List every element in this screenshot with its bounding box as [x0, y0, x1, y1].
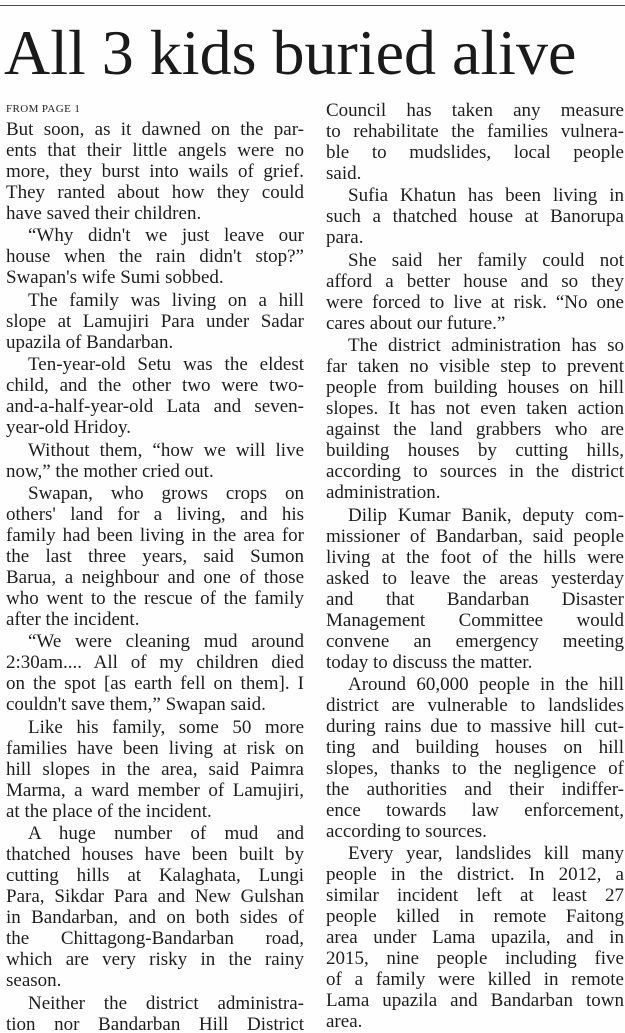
paragraph	[6, 354, 304, 438]
text-line: and that Bandarban Disaster	[326, 588, 624, 610]
text-line: the authorities and their indiffer-	[326, 778, 624, 800]
text-line: Swapan's wife Sumi sobbed.	[6, 267, 224, 289]
text-line: the Chittagong-Bandarban road,	[6, 928, 304, 950]
text-line: according to sources in the district	[326, 461, 624, 483]
text-line: area under Lama upazila, and in	[326, 927, 624, 949]
paragraph	[6, 717, 304, 822]
continued-from-label: FROM PAGE 1	[6, 103, 81, 115]
text-line: She said her family could not	[348, 249, 624, 271]
text-line: far taken no visible step to prevent	[326, 356, 624, 378]
paragraph	[6, 225, 304, 288]
text-line: Management Committee would	[326, 609, 624, 631]
text-line: after the incident.	[6, 608, 140, 630]
text-line: couldn't save them,” Swapan said.	[6, 694, 266, 716]
text-line: families have been living at risk on	[6, 737, 304, 759]
text-line: the last three years, said Sumon	[6, 545, 304, 567]
text-line: Without them, “how we will live	[28, 439, 304, 461]
text-line: today to discuss the matter.	[326, 651, 533, 673]
text-line: child, and the other two were two-	[6, 375, 304, 397]
paragraph	[6, 440, 304, 482]
text-line: The family was living on a hill	[28, 289, 304, 311]
text-line: ble to mudslides, local people	[326, 142, 624, 163]
text-line: and-a-half-year-old Lata and seven-	[6, 396, 304, 418]
text-line: thatched houses have been built by	[6, 844, 304, 866]
text-line: convene an emergency meeting	[326, 630, 624, 652]
headline: All 3 kids buried alive	[4, 17, 577, 88]
text-line: year-old Hridoy.	[6, 417, 132, 439]
paragraph	[326, 100, 624, 184]
text-line: hill slopes in the area, said Paimra	[6, 758, 304, 780]
text-line: Neither the district administra-	[28, 992, 304, 1014]
text-line: ting and building houses on hill	[326, 736, 624, 758]
text-line: Dilip Kumar Banik, deputy com-	[348, 504, 624, 526]
text-line: 2:30am.... All of my children died	[6, 652, 304, 674]
text-line: people in the district. In 2012, a	[326, 864, 624, 886]
text-line: such a thatched house at Banorupa	[326, 206, 624, 228]
text-line: afford a better house and so they	[326, 270, 624, 292]
text-line: Marma, a ward member of Lamujiri,	[6, 779, 304, 801]
text-line: A huge number of mud and	[28, 823, 304, 845]
text-line: missioner of Bandarban, said people	[326, 525, 624, 547]
text-line: Sufia Khatun has been living in	[348, 185, 624, 207]
text-line: administration.	[326, 482, 441, 504]
text-line: Barua, a neighbour and one of those	[6, 566, 304, 588]
text-line: Around 60,000 people in the hill	[348, 673, 624, 695]
paragraph	[326, 505, 624, 673]
text-line: ence towards law enforcement,	[326, 799, 624, 821]
text-line: said.	[326, 163, 362, 184]
top-rule	[0, 5, 625, 6]
text-line: people killed in remote Faitong	[326, 906, 624, 928]
text-line: Like his family, some 50 more	[28, 716, 304, 738]
text-line: Lama upazila and Bandarban town	[326, 990, 624, 1012]
text-line: building houses by cutting hills,	[326, 440, 624, 462]
text-line: who went to the rescue of the family	[6, 587, 304, 609]
text-line: upazila of Bandarban.	[6, 331, 174, 353]
text-line: people from building houses on hill	[326, 377, 624, 399]
paragraph	[326, 335, 624, 503]
text-line: slope at Lamujiri Para under Sadar	[6, 310, 304, 332]
text-line: have saved their children.	[6, 203, 202, 224]
text-line: on the spot [as earth fell on them]. I	[6, 673, 304, 695]
text-line: during rains due to massive hill cut-	[326, 715, 624, 737]
text-line: tion nor Bandarban Hill District	[6, 1013, 304, 1033]
text-line: were forced to live at risk. “No one	[326, 291, 624, 313]
paragraph	[6, 823, 304, 991]
text-line: “Why didn't we just leave our	[28, 225, 304, 247]
text-line: against the land grabbers who are	[326, 419, 624, 441]
text-line: They ranted about how they could	[6, 182, 304, 203]
text-line: which are very risky in the rainy	[6, 949, 304, 971]
paragraph	[6, 290, 304, 353]
text-line: Council has taken any measure	[326, 100, 624, 121]
text-line: slopes. It has not even taken action	[326, 398, 624, 420]
paragraph	[326, 185, 624, 248]
text-line: Every year, landslides kill many	[348, 843, 624, 865]
text-line: Para, Sikdar Para and New Gulshan	[6, 886, 304, 908]
text-line: “We were cleaning mud around	[28, 631, 304, 653]
text-line: asked to leave the areas yesterday	[326, 567, 624, 589]
text-line: in Bandarban, and on both sides of	[6, 907, 304, 929]
text-line: family had been living in the area for	[6, 524, 304, 546]
text-line: house when the rain didn't stop?”	[6, 246, 304, 268]
text-line: cares about our future.”	[326, 312, 506, 334]
paragraph	[326, 674, 624, 842]
text-line: season.	[6, 970, 62, 992]
text-line: at the place of the incident.	[6, 800, 212, 822]
paragraph	[6, 119, 304, 224]
text-line: district are vulnerable to landslides	[326, 694, 624, 716]
paragraph	[326, 250, 624, 334]
text-line: living at the foot of the hills were	[326, 546, 624, 568]
text-line: to rehabilitate the families vulnera-	[326, 121, 624, 142]
text-line: 2015, nine people including five	[326, 948, 624, 970]
text-line: now,” the mother cried out.	[6, 460, 214, 482]
left-column	[6, 100, 304, 1033]
paragraph	[326, 843, 624, 1032]
text-line: similar incident left at least 27	[326, 885, 624, 907]
paragraph	[6, 631, 304, 715]
text-line: But soon, as it dawned on the par-	[6, 119, 304, 140]
text-line: according to sources.	[326, 820, 487, 842]
text-line: ents that their little angels were no	[6, 140, 304, 161]
text-line: slopes, thanks to the negligence of	[326, 757, 624, 779]
paragraph	[6, 993, 304, 1033]
right-column	[326, 100, 624, 1032]
text-line: Swapan, who grows crops on	[28, 482, 304, 504]
text-line: area.	[326, 1011, 363, 1033]
text-line: The district administration has so	[348, 335, 624, 357]
text-line: Ten-year-old Setu was the eldest	[28, 354, 304, 376]
paragraph	[6, 483, 304, 630]
text-line: of a family were killed in remote	[326, 969, 624, 991]
text-line: more, they burst into wails of grief.	[6, 161, 304, 182]
text-line: cutting hills at Kalaghata, Lungi	[6, 865, 304, 887]
text-line: others' land for a living, and his	[6, 503, 304, 525]
text-line: para.	[326, 227, 364, 249]
